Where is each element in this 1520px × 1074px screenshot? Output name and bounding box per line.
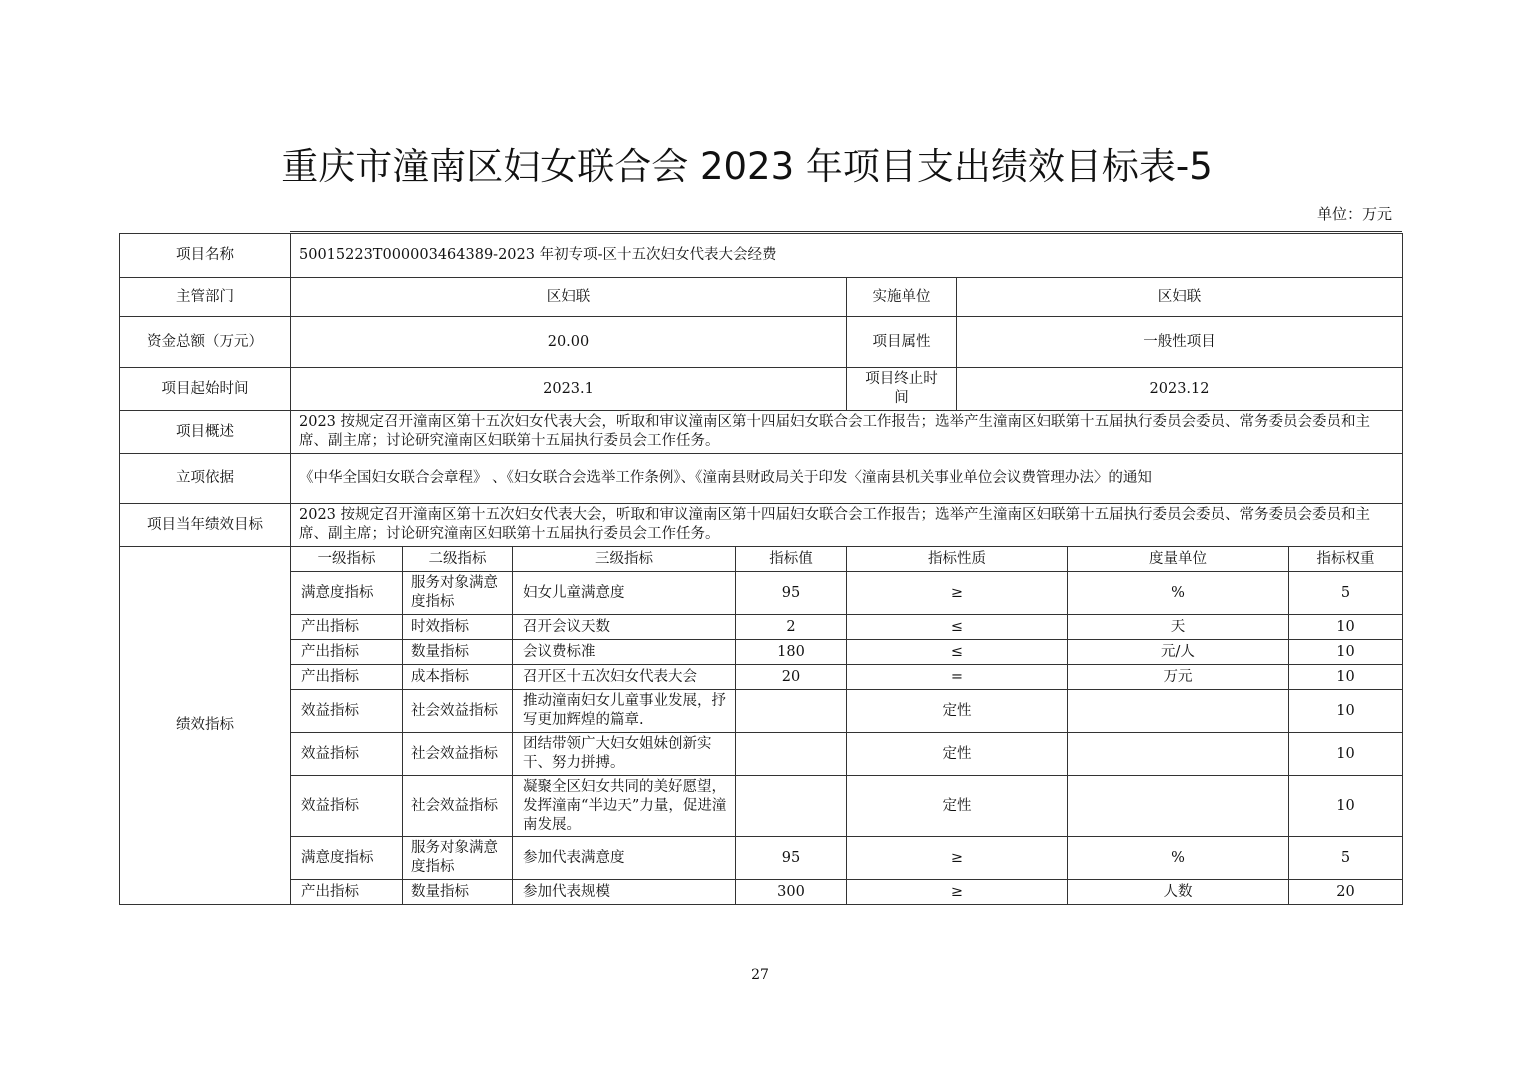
project-name-value: 50015223T000003464389-2023 年初专项-区十五次妇女代表大会经费 (291, 234, 1403, 278)
attr-value: 一般性项目 (957, 317, 1403, 368)
perf-label: 绩效指标 (120, 547, 291, 905)
fund-value: 20.00 (291, 317, 847, 368)
value-cell: 95 (736, 572, 847, 615)
level3-cell: 召开区十五次妇女代表大会 (513, 665, 736, 690)
level1-cell: 产出指标 (291, 665, 403, 690)
value-cell: 2 (736, 615, 847, 640)
value-cell: 180 (736, 640, 847, 665)
indicator-row (120, 776, 1403, 837)
start-label: 项目起始时间 (120, 368, 291, 411)
weight-cell: 10 (1289, 690, 1403, 733)
weight-cell: 5 (1289, 572, 1403, 615)
dept-value: 区妇联 (291, 278, 847, 317)
unit-cell (1068, 733, 1289, 776)
nature-cell: ≥ (847, 837, 1068, 880)
level3-cell: 召开会议天数 (513, 615, 736, 640)
unit-cell (1068, 690, 1289, 733)
indicator-row (120, 640, 1403, 665)
level2-cell: 服务对象满意度指标 (403, 837, 513, 880)
indicator-row (120, 615, 1403, 640)
header-weight: 指标权重 (1289, 547, 1403, 572)
level2-cell: 数量指标 (403, 640, 513, 665)
value-cell (736, 776, 847, 837)
page-title: 重庆市潼南区妇女联合会 2023 年项目支出绩效目标表-5 (281, 145, 1213, 188)
level3-cell: 推动潼南妇女儿童事业发展，抒写更加辉煌的篇章. (513, 690, 736, 733)
basis-value: 《中华全国妇女联合会章程》 、《妇女联合会选举工作条例》、《潼南县财政局关于印发〈潼南县机关事业单位会议费管理办法〉的通知 (291, 454, 1403, 504)
table-row (120, 368, 1403, 411)
level3-cell: 凝聚全区妇女共同的美好愿望，发挥潼南“半边天”力量，促进潼南发展。 (513, 776, 736, 837)
nature-cell: 定性 (847, 776, 1068, 837)
unit-cell: 天 (1068, 615, 1289, 640)
performance-table (119, 233, 1403, 905)
level3-cell: 妇女儿童满意度 (513, 572, 736, 615)
project-name-label: 项目名称 (120, 234, 291, 278)
top-rule (290, 231, 1402, 232)
unit-cell: 元/人 (1068, 640, 1289, 665)
weight-cell: 10 (1289, 640, 1403, 665)
impl-label: 实施单位 (847, 278, 957, 317)
nature-cell: = (847, 665, 1068, 690)
nature-cell: ≤ (847, 615, 1068, 640)
level1-cell: 效益指标 (291, 733, 403, 776)
attr-label: 项目属性 (847, 317, 957, 368)
header-nature: 指标性质 (847, 547, 1068, 572)
header-level1: 一级指标 (291, 547, 403, 572)
indicator-row (120, 733, 1403, 776)
end-label: 项目终止时间 (847, 368, 957, 411)
nature-cell: 定性 (847, 690, 1068, 733)
level1-cell: 效益指标 (291, 690, 403, 733)
impl-value: 区妇联 (957, 278, 1403, 317)
value-cell (736, 690, 847, 733)
nature-cell: 定性 (847, 733, 1068, 776)
value-cell (736, 733, 847, 776)
indicator-header-row (120, 547, 1403, 572)
table-row (120, 454, 1403, 504)
level2-cell: 数量指标 (403, 880, 513, 905)
value-cell: 300 (736, 880, 847, 905)
level3-cell: 团结带领广大妇女姐妹创新实干、努力拼搏。 (513, 733, 736, 776)
level3-cell: 会议费标准 (513, 640, 736, 665)
goal-value: 2023 按规定召开潼南区第十五次妇女代表大会，听取和审议潼南区第十四届妇女联合会工作报告；选举产生潼南区妇联第十五届执行委员会委员、常务委员会委员和主席、副主席；讨论研究潼南区妇联第十五届执行委员会工作任务。 (291, 504, 1403, 547)
level1-cell: 效益指标 (291, 776, 403, 837)
level1-cell: 满意度指标 (291, 837, 403, 880)
level1-cell: 产出指标 (291, 615, 403, 640)
weight-cell: 10 (1289, 733, 1403, 776)
goal-label: 项目当年绩效目标 (120, 504, 291, 547)
fund-label: 资金总额（万元） (120, 317, 291, 368)
start-value: 2023.1 (291, 368, 847, 411)
overview-value: 2023 按规定召开潼南区第十五次妇女代表大会，听取和审议潼南区第十四届妇女联合会工作报告；选举产生潼南区妇联第十五届执行委员会委员、常务委员会委员和主席、副主席；讨论研究潼南区妇联第十五届执行委员会工作任务。 (291, 411, 1403, 454)
end-value: 2023.12 (957, 368, 1403, 411)
level1-cell: 产出指标 (291, 640, 403, 665)
overview-label: 项目概述 (120, 411, 291, 454)
level2-cell: 服务对象满意度指标 (403, 572, 513, 615)
indicator-row (120, 572, 1403, 615)
table-row (120, 234, 1403, 278)
unit-label: 单位：万元 (1316, 205, 1392, 223)
nature-cell: ≥ (847, 880, 1068, 905)
weight-cell: 10 (1289, 776, 1403, 837)
basis-label: 立项依据 (120, 454, 291, 504)
level3-cell: 参加代表满意度 (513, 837, 736, 880)
table-row (120, 411, 1403, 454)
unit-cell (1068, 776, 1289, 837)
header-value: 指标值 (736, 547, 847, 572)
page-number: 27 (751, 967, 769, 983)
table-row (120, 317, 1403, 368)
value-cell: 20 (736, 665, 847, 690)
header-level2: 二级指标 (403, 547, 513, 572)
level1-cell: 产出指标 (291, 880, 403, 905)
value-cell: 95 (736, 837, 847, 880)
header-unit: 度量单位 (1068, 547, 1289, 572)
unit-cell: % (1068, 572, 1289, 615)
nature-cell: ≥ (847, 572, 1068, 615)
weight-cell: 20 (1289, 880, 1403, 905)
unit-cell: 万元 (1068, 665, 1289, 690)
weight-cell: 5 (1289, 837, 1403, 880)
level3-cell: 参加代表规模 (513, 880, 736, 905)
weight-cell: 10 (1289, 665, 1403, 690)
header-level3: 三级指标 (513, 547, 736, 572)
weight-cell: 10 (1289, 615, 1403, 640)
level2-cell: 成本指标 (403, 665, 513, 690)
level2-cell: 社会效益指标 (403, 690, 513, 733)
unit-cell: 人数 (1068, 880, 1289, 905)
level2-cell: 社会效益指标 (403, 776, 513, 837)
unit-cell: % (1068, 837, 1289, 880)
level1-cell: 满意度指标 (291, 572, 403, 615)
dept-label: 主管部门 (120, 278, 291, 317)
nature-cell: ≤ (847, 640, 1068, 665)
indicator-row (120, 665, 1403, 690)
indicator-row (120, 880, 1403, 905)
level2-cell: 时效指标 (403, 615, 513, 640)
indicator-row (120, 690, 1403, 733)
table-row (120, 278, 1403, 317)
level2-cell: 社会效益指标 (403, 733, 513, 776)
table-row (120, 504, 1403, 547)
indicator-row (120, 837, 1403, 880)
